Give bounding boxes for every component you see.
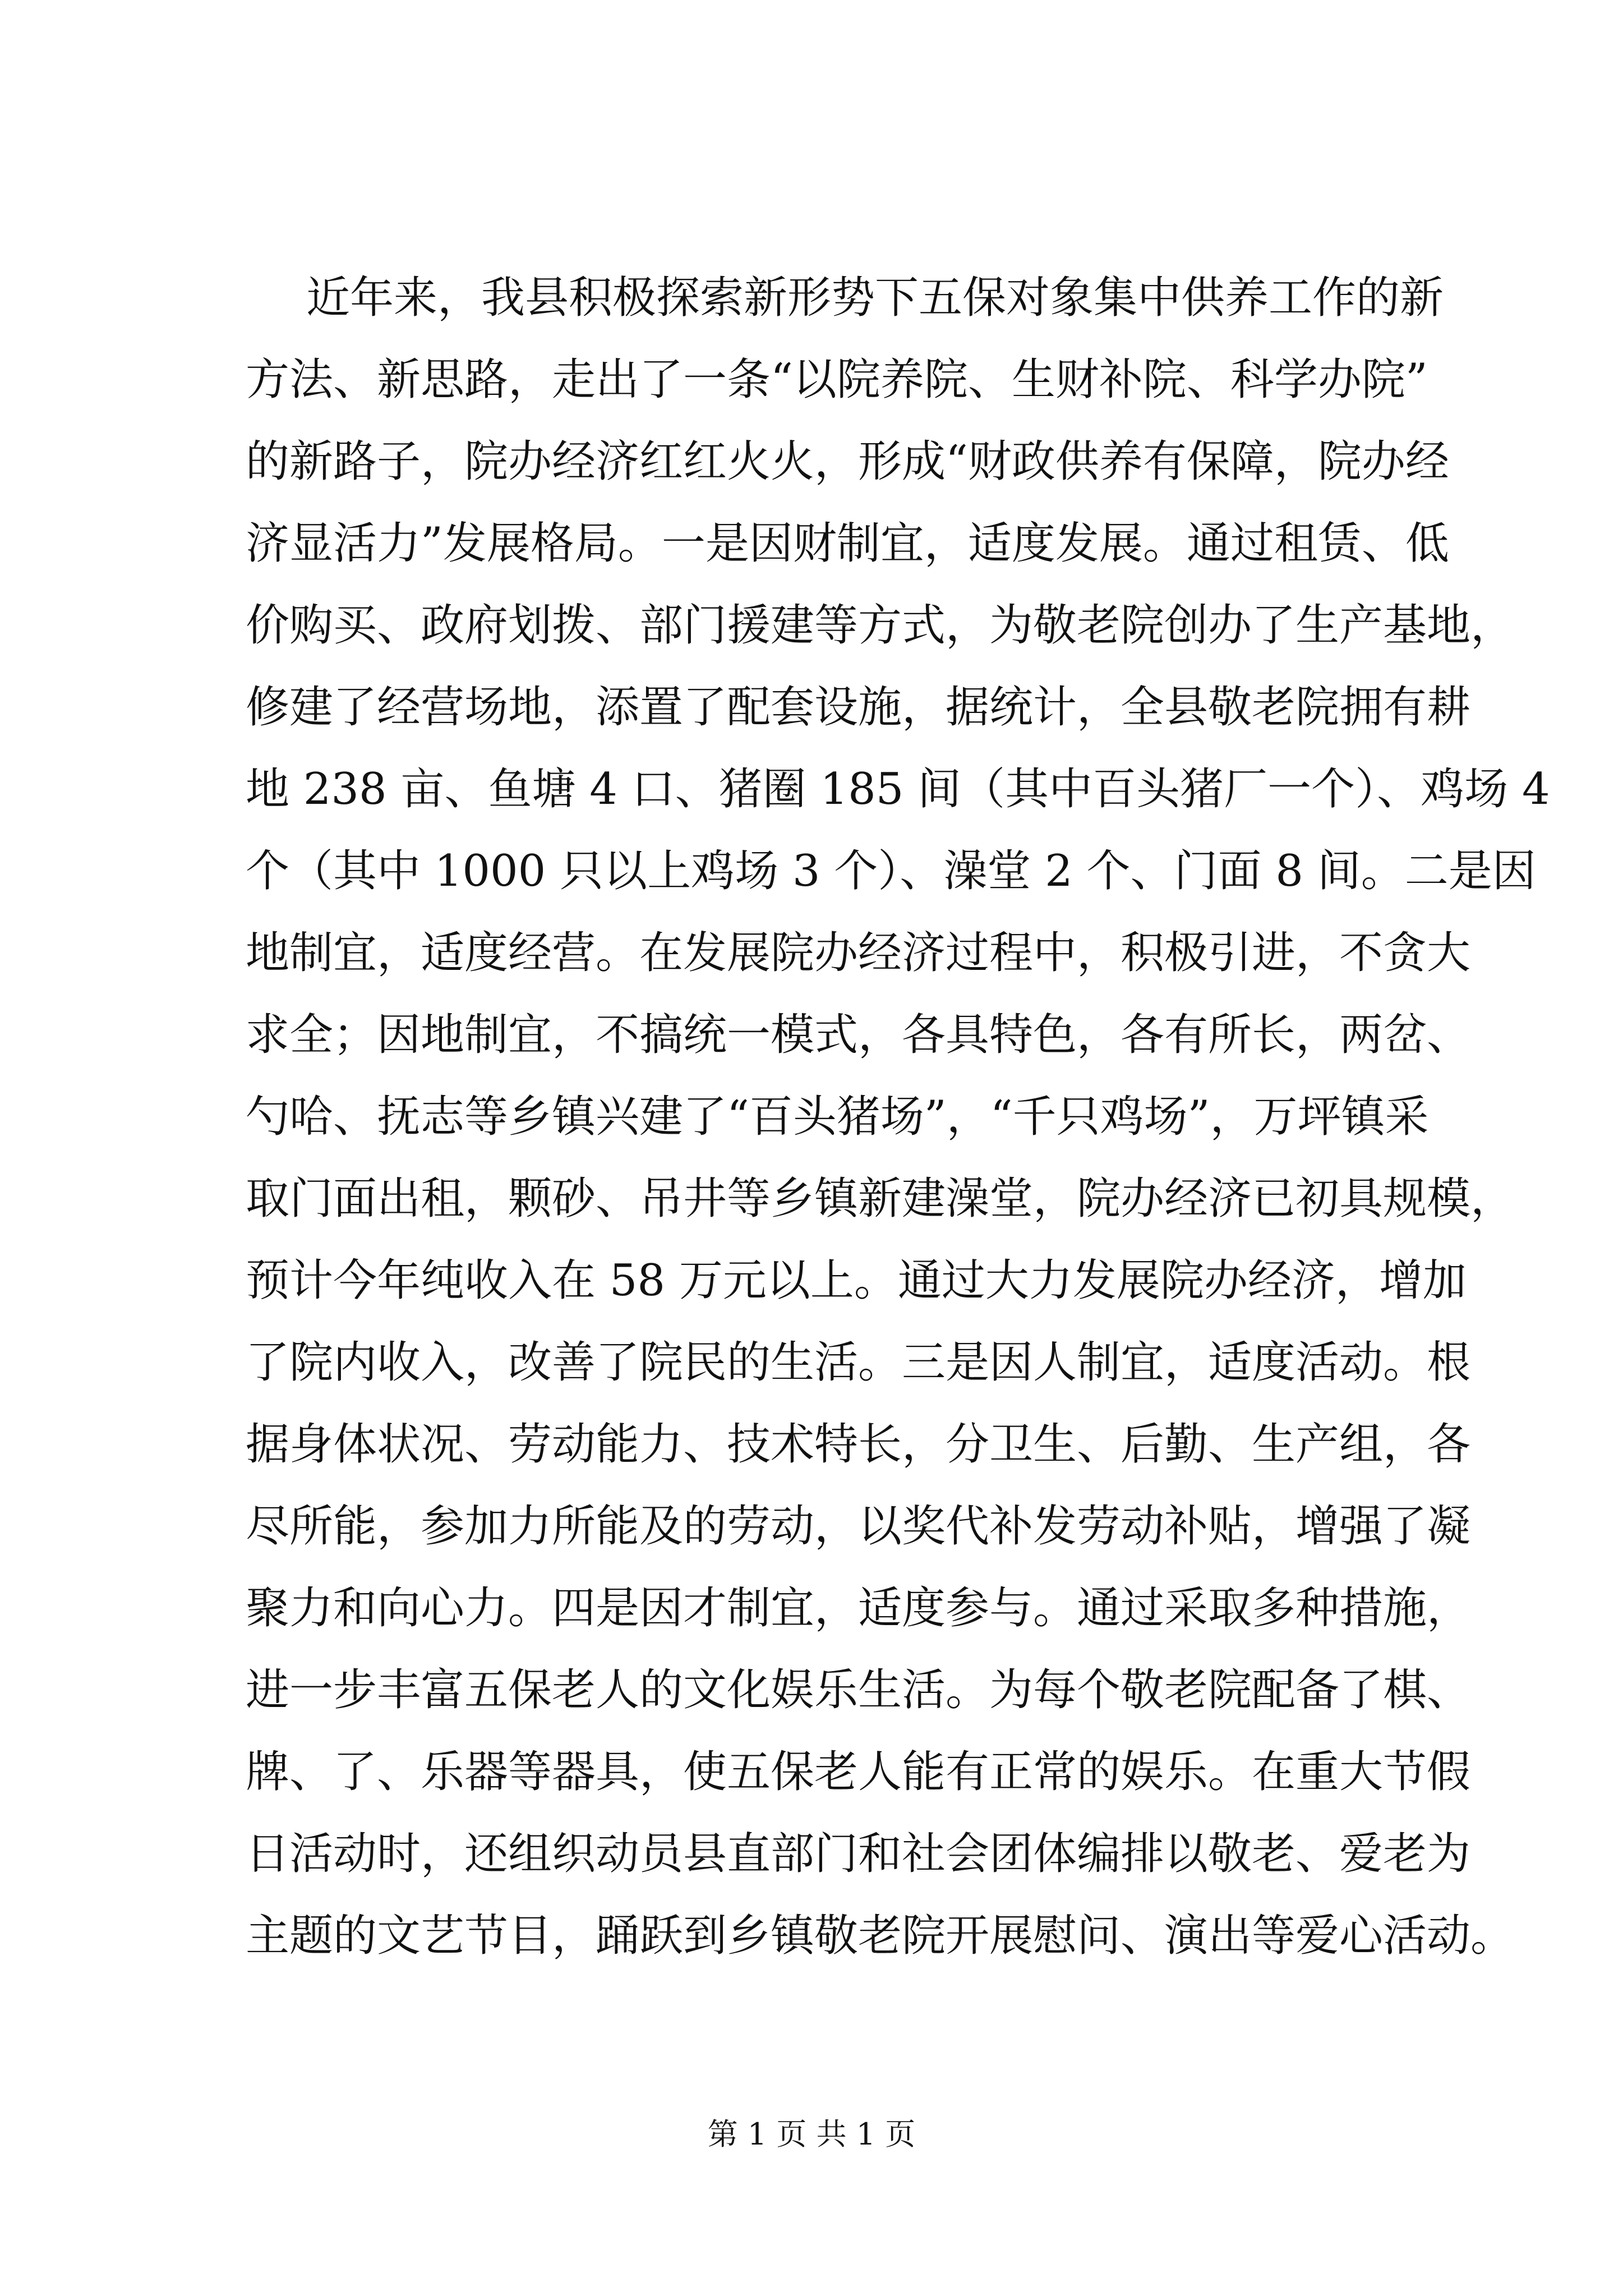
- paragraph-line: 预计今年纯收入在 58 万元以上。通过大力发展院办经济，增加: [246, 1255, 1467, 1306]
- paragraph-line: 尽所能，参加力所能及的劳动，以奖代补发劳动补贴，增强了凝: [246, 1501, 1471, 1552]
- page-footer: [0, 2115, 1623, 2154]
- paragraph-line: 取门面出租，颗砂、吊井等乡镇新建澡堂，院办经济已初具规模，: [246, 1174, 1515, 1224]
- body-paragraph: [246, 257, 1550, 1977]
- paragraph-line: 主题的文艺节目，踊跃到乡镇敬老院开展慰问、演出等爱心活动。: [246, 1911, 1515, 1961]
- paragraph-line: 据身体状况、劳动能力、技术特长，分卫生、后勤、生产组，各: [246, 1419, 1471, 1470]
- paragraph-line: 的新路子，院办经济红红火火，形成“财政供养有保障，院办经: [246, 436, 1449, 487]
- paragraph-line: 勺哈、抚志等乡镇兴建了“百头猪场”，“千只鸡场”，万坪镇采: [246, 1092, 1429, 1142]
- paragraph-line: 求全；因地制宜，不搞统一模式，各具特色，各有所长，两岔、: [246, 1010, 1471, 1060]
- page-number-label: 第 1 页 共 1 页: [707, 2116, 916, 2152]
- paragraph-line: 进一步丰富五保老人的文化娱乐生活。为每个敬老院配备了棋、: [246, 1665, 1471, 1715]
- paragraph-line: 日活动时，还组织动员县直部门和社会团体编排以敬老、爱老为: [246, 1829, 1471, 1879]
- paragraph-line: 聚力和向心力。四是因才制宜，适度参与。通过采取多种措施，: [246, 1583, 1471, 1634]
- paragraph-line: 了院内收入，改善了院民的生活。三是因人制宜，适度活动。根: [246, 1337, 1471, 1388]
- paragraph-line: 近年来，我县积极探索新形势下五保对象集中供养工作的新: [306, 273, 1444, 323]
- paragraph-line: 修建了经营场地，添置了配套设施，据统计，全县敬老院拥有耕: [246, 682, 1471, 733]
- paragraph-line: 地制宜，适度经营。在发展院办经济过程中，积极引进，不贪大: [246, 928, 1471, 978]
- paragraph-line: 方法、新思路，走出了一条“以院养院、生财补院、科学办院”: [246, 355, 1428, 405]
- paragraph-line: 个（其中 1000 只以上鸡场 3 个）、澡堂 2 个、门面 8 间。二是因: [246, 846, 1536, 896]
- paragraph-line: 价购买、政府划拨、部门援建等方式，为敬老院创办了生产基地，: [246, 600, 1515, 651]
- paragraph-line: 地 238 亩、鱼塘 4 口、猪圈 185 间（其中百头猪厂一个）、鸡场 4: [246, 764, 1550, 815]
- paragraph-line: 济显活力”发展格局。一是因财制宜，适度发展。通过租赁、低: [246, 518, 1449, 569]
- paragraph-line: 牌、了、乐器等器具，使五保老人能有正常的娱乐。在重大节假: [246, 1747, 1471, 1797]
